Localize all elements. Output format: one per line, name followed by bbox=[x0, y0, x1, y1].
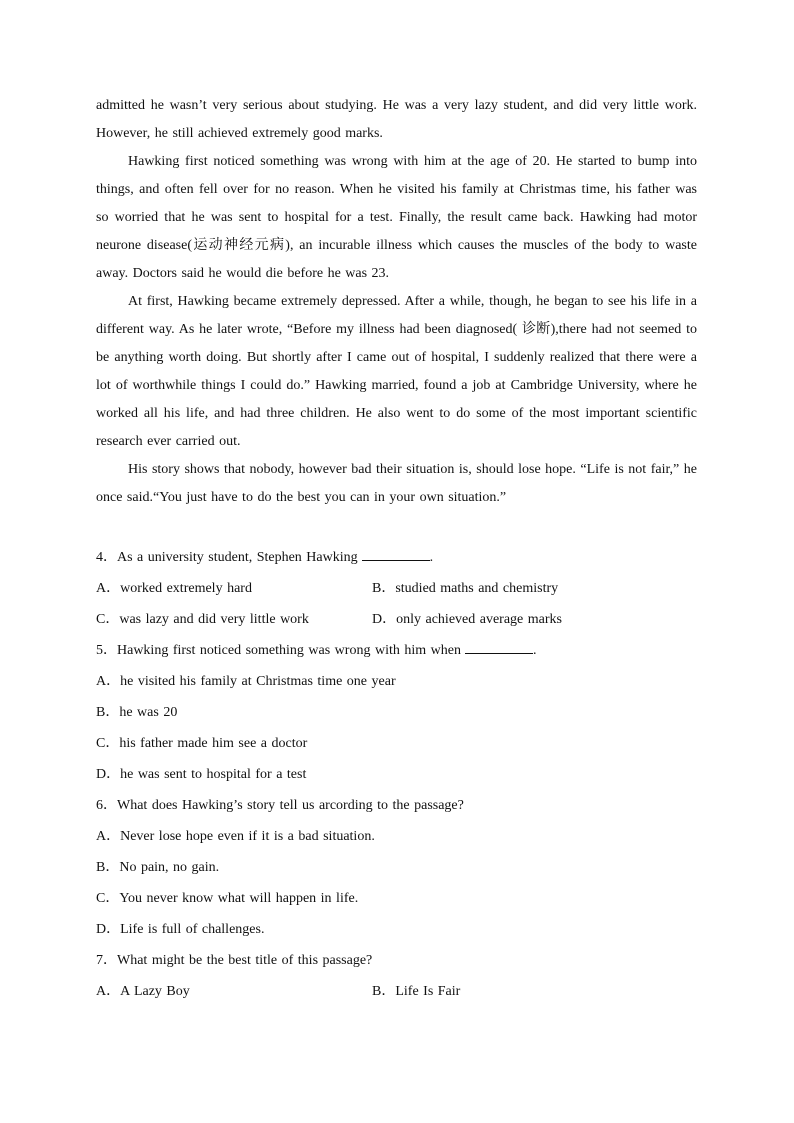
question-5-period: . bbox=[532, 643, 537, 658]
question-4-options-row-2 bbox=[96, 604, 697, 635]
passage-paragraph-2: At first, Hawking became extremely depressed. After a while, though, he began to see his life in a different way. As he later wrote, “Before my illness had been diagnosed( 诊断),there had not seemed to be anything worth doing. But shortly after I came out of hospital, I suddenly realized that there were a lot of worthwhile things I could do.” Hawking married, found a job at Cambridge University, where he worked all his life, and had three children. He also went to do some of the most important scientific research ever carried out. bbox=[96, 294, 697, 449]
question-4-period: . bbox=[429, 550, 434, 565]
option-5a: A．he visited his family at Christmas time one year bbox=[96, 674, 396, 689]
option-5c: C．his father made him see a doctor bbox=[96, 736, 308, 751]
question-7-stem: 7．What might be the best title of this passage? bbox=[96, 953, 373, 968]
option-6d: D．Life is full of challenges. bbox=[96, 922, 265, 937]
option-4a: A．worked extremely hard bbox=[96, 581, 252, 596]
reading-passage bbox=[96, 92, 697, 512]
option-6a: A．Never lose hope even if it is a bad situation. bbox=[96, 829, 375, 844]
passage-paragraph-1: Hawking first noticed something was wrong with him at the age of 20. He started to bump into things, and often fell over for no reason. When he visited his family at Christmas time, his father was so worried that he was sent to hospital for a test. Finally, the result came back. Hawking had motor neurone disease(运动神经元病), an incurable illness which causes the muscles of the body to waste away. Doctors said he would die before he was 23. bbox=[96, 154, 697, 281]
question-5-stem bbox=[96, 635, 697, 666]
option-6c: C．You never know what will happen in life. bbox=[96, 891, 359, 906]
question-4-options-row-1 bbox=[96, 573, 697, 604]
question-4-stem bbox=[96, 542, 697, 573]
question-6-stem: 6．What does Hawking’s story tell us arcording to the passage? bbox=[96, 798, 464, 813]
option-7a: A．A Lazy Boy bbox=[96, 984, 190, 999]
option-5b: B．he was 20 bbox=[96, 705, 178, 720]
option-4c: C．was lazy and did very little work bbox=[96, 612, 309, 627]
option-6b: B．No pain, no gain. bbox=[96, 860, 220, 875]
option-7b: B．Life Is Fair bbox=[372, 984, 461, 999]
answer-blank bbox=[465, 638, 533, 654]
question-4-text: 4．As a university student, Stephen Hawking bbox=[96, 550, 358, 565]
question-5-text: 5．Hawking first noticed something was wrong with him when bbox=[96, 643, 461, 658]
question-list bbox=[96, 542, 697, 1007]
question-7-options-row-1 bbox=[96, 976, 697, 1007]
option-4d: D．only achieved average marks bbox=[372, 612, 562, 627]
option-4b: B．studied maths and chemistry bbox=[372, 581, 559, 596]
passage-paragraph-0: admitted he wasn’t very serious about studying. He was a very lazy student, and did very little work. However, he still achieved extremely good marks. bbox=[96, 98, 697, 141]
passage-paragraph-3: His story shows that nobody, however bad their situation is, should lose hope. “Life is not fair,” he once said.“You just have to do the best you can in your own situation.” bbox=[96, 462, 697, 505]
option-5d: D．he was sent to hospital for a test bbox=[96, 767, 307, 782]
answer-blank bbox=[362, 545, 430, 561]
